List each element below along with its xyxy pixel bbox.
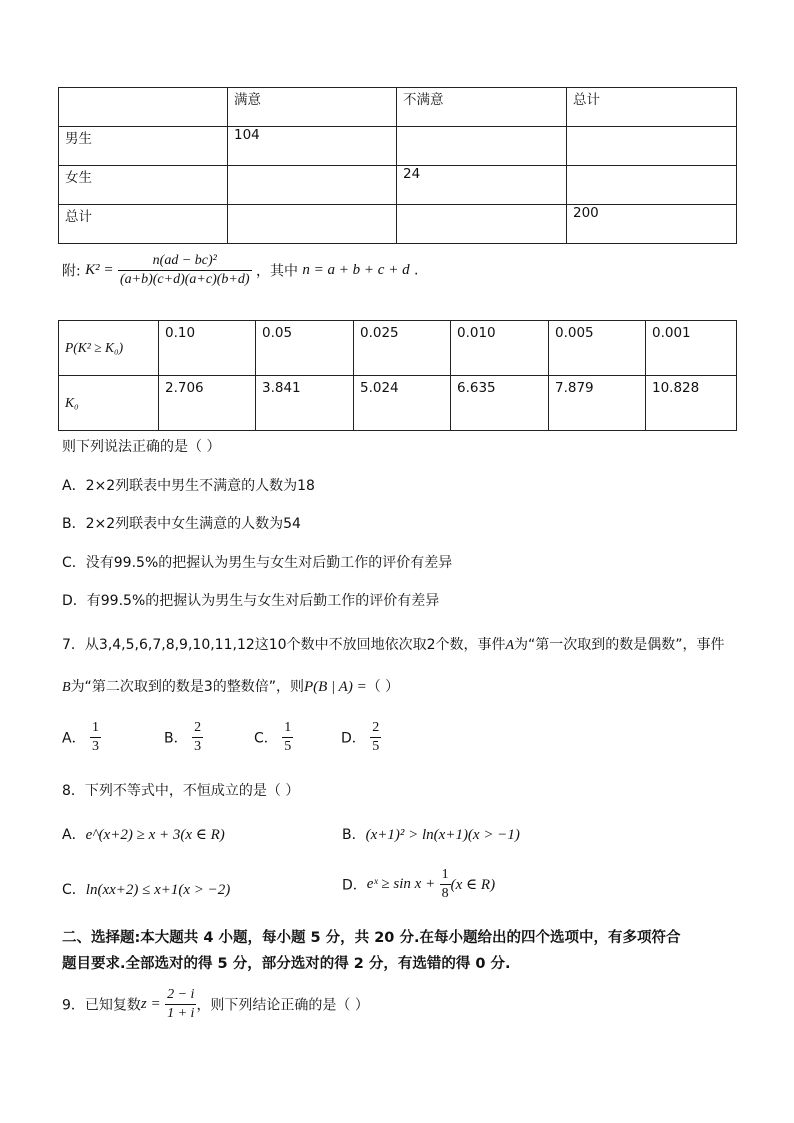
question-9: [62, 986, 369, 1023]
q9-variable: z =: [140, 996, 161, 1012]
section-2-heading-line-1: 二、选择题:本大题共 4 小题，每小题 5 分，共 20 分.在每小题给出的四个选项中，有多项符合: [62, 930, 681, 946]
q9-text: ，则下列结论正确的是（ ）: [196, 997, 369, 1014]
formula-denominator: (a+b)(c+d)(a+c)(b+d): [120, 272, 250, 287]
option-label: D．: [342, 877, 367, 894]
fraction-denominator: 5: [284, 739, 292, 754]
table-cell: 女生: [59, 166, 228, 205]
table-cell: 0.10: [159, 321, 256, 376]
table-row: [59, 376, 737, 431]
table-cell: 3.841: [256, 376, 354, 431]
table-row: [59, 166, 737, 205]
formula-fraction: [118, 252, 252, 289]
table-cell: 24: [397, 166, 567, 205]
table-cell: 2.706: [159, 376, 256, 431]
table-cell: 6.635: [451, 376, 549, 431]
table-header-cell: 满意: [228, 88, 397, 127]
option-label: C．: [254, 730, 278, 747]
table-row-label: K₀: [59, 376, 159, 431]
question-7-line-2: [62, 676, 399, 696]
table-cell: 0.025: [354, 321, 451, 376]
option-fraction: [90, 719, 101, 756]
fraction-numerator: 2: [370, 719, 381, 738]
table-cell: 0.005: [549, 321, 646, 376]
option-fraction: [192, 719, 203, 756]
table-cell: [567, 166, 737, 205]
table-cell: [397, 205, 567, 244]
option-fraction: [440, 866, 451, 903]
table-cell: 0.05: [256, 321, 354, 376]
option-fraction: [370, 719, 381, 756]
table-cell: 0.010: [451, 321, 549, 376]
option-a: [62, 824, 225, 844]
q7-text: 7．从3,4,5,6,7,8,9,10,11,12这10个数中不放回地依次取2个数，事件: [62, 637, 506, 653]
fraction-numerator: 1: [282, 719, 293, 738]
option-expression: (x ∈ R): [450, 877, 496, 893]
option-label: B．: [164, 730, 188, 747]
table-row: [59, 321, 737, 376]
option-expression: ln(xx+2) ≤ x+1(x > −2): [85, 882, 231, 898]
option-b: [342, 824, 520, 844]
formula-prefix: 附:: [62, 263, 81, 280]
option-b: B．2×2列联表中女生满意的人数为54: [62, 516, 301, 532]
question-6-prompt: 则下列说法正确的是（ ）: [62, 439, 221, 455]
question-8-prompt: 8．下列不等式中，不恒成立的是（ ）: [62, 783, 300, 799]
option-label: A．: [62, 827, 86, 843]
table-header-cell: [59, 88, 228, 127]
contingency-table: [58, 87, 737, 244]
q7-probability-expr: P(B | A) =: [303, 679, 367, 695]
q7-blank: （ ）: [366, 679, 400, 695]
table-cell: 7.879: [549, 376, 646, 431]
option-fraction: [282, 719, 293, 756]
option-c: [62, 879, 230, 899]
option-d: [342, 866, 495, 903]
table-row: [59, 205, 737, 244]
table-row: [59, 127, 737, 166]
table-cell: [228, 205, 397, 244]
table-cell: [228, 166, 397, 205]
critical-value-table: [58, 320, 737, 431]
option-expression: (x+1)² > ln(x+1)(x > −1): [365, 827, 520, 843]
table-cell: [397, 127, 567, 166]
table-cell: [567, 127, 737, 166]
q9-text: 9．已知复数: [62, 997, 141, 1014]
option-b: [164, 719, 203, 756]
table-row-label: P(K² ≥ K₀): [59, 321, 159, 376]
event-b: B: [62, 680, 71, 695]
chi-square-formula: [62, 252, 418, 289]
option-label: B．: [342, 827, 366, 843]
table-cell: 总计: [59, 205, 228, 244]
option-label: C．: [62, 882, 86, 898]
table-cell: 男生: [59, 127, 228, 166]
option-d: D．有99.5%的把握认为男生与女生对后勤工作的评价有差异: [62, 593, 440, 609]
formula-n-definition: n = a + b + c + d: [302, 262, 410, 278]
q7-text: 为“第二次取到的数是3的整数倍”，则: [70, 679, 304, 695]
option-label: A．: [62, 730, 86, 747]
fraction-numerator: 1: [440, 866, 451, 885]
option-label: D．: [341, 730, 366, 747]
table-cell: 10.828: [646, 376, 737, 431]
option-expression: e^(x+2) ≥ x + 3(x ∈ R): [85, 827, 225, 843]
table-cell: 200: [567, 205, 737, 244]
fraction-numerator: 1: [90, 719, 101, 738]
table-header-cell: 总计: [567, 88, 737, 127]
fraction-numerator: 2: [192, 719, 203, 738]
formula-numerator: n(ad − bc)²: [118, 252, 252, 271]
table-header-cell: 不满意: [397, 88, 567, 127]
section-2-heading-line-2: 题目要求.全部选对的得 5 分，部分选对的得 2 分，有选错的得 0 分.: [62, 956, 511, 972]
q7-text: 为“第一次取到的数是偶数”，事件: [514, 637, 725, 653]
option-a: A．2×2列联表中男生不满意的人数为18: [62, 478, 315, 494]
table-cell: 5.024: [354, 376, 451, 431]
fraction-denominator: 3: [92, 739, 100, 754]
table-cell: 0.001: [646, 321, 737, 376]
option-c: [254, 719, 293, 756]
option-d: [341, 719, 381, 756]
option-expression: eˣ ≥ sin x +: [366, 876, 436, 892]
q9-fraction: [165, 986, 196, 1023]
formula-suffix: ，其中: [255, 263, 298, 280]
option-a: [62, 719, 101, 756]
option-c: C．没有99.5%的把握认为男生与女生对后勤工作的评价有差异: [62, 555, 453, 571]
fraction-denominator: 8: [441, 886, 449, 901]
table-cell: 104: [228, 127, 397, 166]
fraction-denominator: 3: [194, 739, 202, 754]
formula-end: .: [414, 262, 419, 279]
formula-lhs: K² =: [85, 262, 114, 278]
event-a: A: [505, 638, 515, 653]
question-7-line-1: [62, 634, 725, 654]
fraction-denominator: 1 + i: [167, 1006, 195, 1021]
fraction-denominator: 5: [372, 739, 380, 754]
fraction-numerator: 2 − i: [165, 986, 196, 1005]
